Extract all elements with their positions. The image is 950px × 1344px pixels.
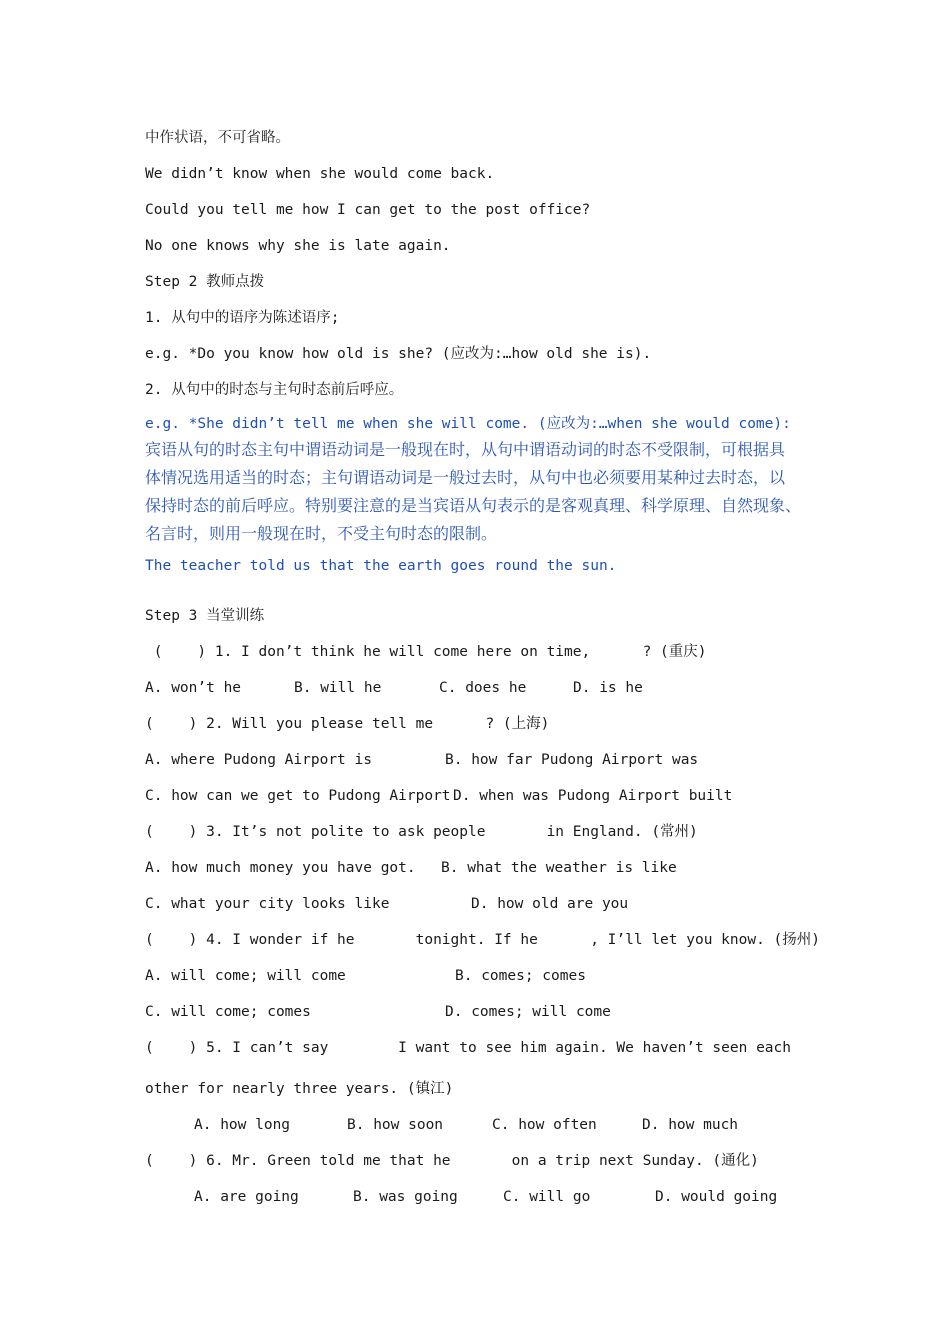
question-1-option-a: A. won’t he xyxy=(145,680,242,696)
question-3-option-a: A. how much money you have got. xyxy=(145,860,416,876)
question-5-option-a: A. how long xyxy=(194,1117,291,1133)
question-4-option-a: A. will come; will come xyxy=(145,968,346,984)
question-6-option-d: D. would going xyxy=(655,1189,778,1205)
question-2-option-a: A. where Pudong Airport is xyxy=(145,752,372,768)
question-1-option-c: C. does he xyxy=(439,680,527,696)
explanation-line-2: 体情况选用适当的时态；主句谓语动词是一般过去时，从句中也必须要用某种过去时态，以 xyxy=(145,468,786,487)
intro-line-3: Could you tell me how I can get to the post office? xyxy=(145,202,591,218)
explanation-example: The teacher told us that the earth goes round the sun. xyxy=(145,558,617,574)
question-5-stem: ( ) 5. I can’t say I want to see him again. We haven’t seen each xyxy=(145,1040,792,1056)
question-1-option-b: B. will he xyxy=(294,680,382,696)
step2-point-1-example: e.g. *Do you know how old is she? (应改为:…how old she is). xyxy=(145,346,652,362)
question-6-option-c: C. will go xyxy=(503,1189,591,1205)
explanation-line-3: 保持时态的前后呼应。特别要注意的是当宾语从句表示的是客观真理、科学原理、自然现象、 xyxy=(145,496,802,515)
question-3-option-d: D. how old are you xyxy=(471,896,629,912)
step2-title: Step 2 教师点拨 xyxy=(145,274,265,290)
question-6-option-a: A. are going xyxy=(194,1189,299,1205)
question-4-option-c: C. will come; comes xyxy=(145,1004,311,1020)
question-2-stem: ( ) 2. Will you please tell me ? (上海) xyxy=(145,716,550,732)
question-5-stem-continued: other for nearly three years. (镇江) xyxy=(145,1081,454,1097)
question-2-option-c: C. how can we get to Pudong Airport xyxy=(145,788,451,804)
explanation-line-1: 宾语从句的时态主句中谓语动词是一般现在时，从句中谓语动词的时态不受限制，可根据具 xyxy=(145,440,786,459)
question-5-option-d: D. how much xyxy=(642,1117,739,1133)
question-1-stem: ( ) 1. I don’t think he will come here on time, ? (重庆) xyxy=(145,644,707,660)
step2-point-1: 1. 从句中的语序为陈述语序; xyxy=(145,310,340,326)
question-4-option-d: D. comes; will come xyxy=(445,1004,611,1020)
step2-point-2: 2. 从句中的时态与主句时态前后呼应。 xyxy=(145,382,404,398)
step2-point-2-example: e.g. *She didn’t tell me when she will come. (应改为:…when she would come): xyxy=(145,416,791,432)
question-5-option-c: C. how often xyxy=(492,1117,597,1133)
intro-line-2: We didn’t know when she would come back. xyxy=(145,166,495,182)
question-6-stem: ( ) 6. Mr. Green told me that he on a trip next Sunday. (通化) xyxy=(145,1153,759,1169)
question-4-stem: ( ) 4. I wonder if he tonight. If he , I’ll let you know. (扬州) xyxy=(145,932,821,948)
question-5-option-b: B. how soon xyxy=(347,1117,444,1133)
question-4-option-b: B. comes; comes xyxy=(455,968,586,984)
question-3-stem: ( ) 3. It’s not polite to ask people in England. (常州) xyxy=(145,824,698,840)
question-1-option-d: D. is he xyxy=(573,680,643,696)
question-3-option-b: B. what the weather is like xyxy=(441,860,677,876)
explanation-line-4: 名言时，则用一般现在时，不受主句时态的限制。 xyxy=(145,524,498,543)
question-2-option-d: D. when was Pudong Airport built xyxy=(453,788,733,804)
intro-line-1: 中作状语，不可省略。 xyxy=(145,130,290,146)
question-3-option-c: C. what your city looks like xyxy=(145,896,390,912)
intro-line-4: No one knows why she is late again. xyxy=(145,238,451,254)
question-6-option-b: B. was going xyxy=(353,1189,458,1205)
question-2-option-b: B. how far Pudong Airport was xyxy=(445,752,699,768)
step3-title: Step 3 当堂训练 xyxy=(145,608,265,624)
